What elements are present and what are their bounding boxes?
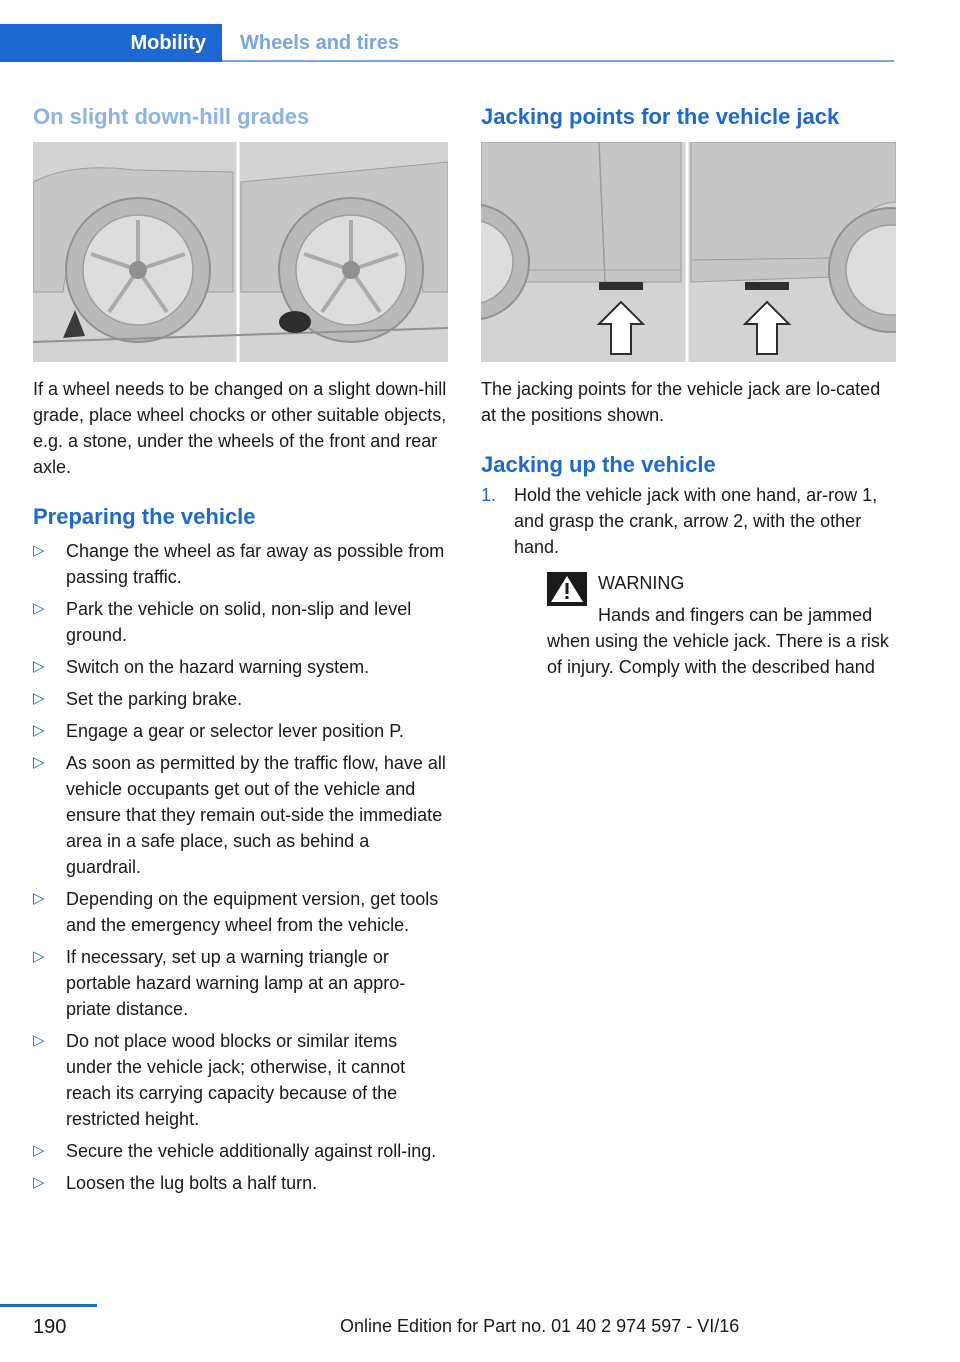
- jacking-points-paragraph: The jacking points for the vehicle jack are lo-cated at the positions shown.: [481, 379, 881, 425]
- page-number: 190: [33, 1316, 67, 1338]
- list-item: ▷ Set the parking brake.: [33, 686, 448, 712]
- triangle-bullet-icon: ▷: [33, 1142, 45, 1159]
- warning-title: WARNING: [598, 573, 685, 593]
- warning-triangle-icon: [547, 572, 587, 606]
- figure-jacking-points: [481, 142, 896, 362]
- triangle-bullet-icon: ▷: [33, 722, 45, 739]
- wheel-chocks-illustration: [33, 142, 448, 362]
- list-item: ▷ Switch on the hazard warning system.: [33, 654, 448, 680]
- triangle-bullet-icon: ▷: [33, 948, 45, 965]
- section-tab-mobility[interactable]: Mobility: [0, 24, 222, 62]
- footer-rule: [0, 1304, 97, 1307]
- edition-note: Online Edition for Part no. 01 40 2 974 597 - VI/16: [340, 1316, 740, 1336]
- list-item: ▷ If necessary, set up a warning triangle or portable hazard warning lamp at an appro-priate distance.: [33, 944, 448, 1022]
- header-rule: [222, 60, 894, 62]
- down-hill-paragraph: If a wheel needs to be changed on a slight down-hill grade, place wheel chocks or other suitable objects, e.g. a stone, under the wheels of the front and rear axle.: [33, 379, 447, 477]
- section-tab-wheels-and-tires[interactable]: Wheels and tires: [240, 31, 399, 54]
- triangle-bullet-icon: ▷: [33, 690, 45, 707]
- page-header: [0, 24, 960, 62]
- triangle-bullet-icon: ▷: [33, 754, 45, 771]
- heading-preparing-vehicle: Preparing the vehicle: [33, 504, 256, 529]
- list-item: [481, 482, 896, 680]
- triangle-bullet-icon: ▷: [33, 542, 45, 559]
- triangle-bullet-icon: ▷: [33, 1032, 45, 1049]
- step-number: 1.: [481, 485, 497, 505]
- list-item: ▷ Change the wheel as far away as possible from passing traffic.: [33, 538, 448, 590]
- warning-text: Hands and fingers can be jammed when using the vehicle jack. There is a risk of injury. Comply with the described hand: [547, 605, 889, 677]
- heading-jacking-points: Jacking points for the vehicle jack: [481, 104, 840, 129]
- triangle-bullet-icon: ▷: [33, 600, 45, 617]
- list-item: ▷ Secure the vehicle additionally against roll-ing.: [33, 1138, 448, 1164]
- heading-jacking-up: Jacking up the vehicle: [481, 452, 716, 477]
- figure-wheel-chocks: [33, 142, 448, 362]
- list-item: ▷ Do not place wood blocks or similar items under the vehicle jack; otherwise, it cannot reach its carrying capacity because of the restricted height.: [33, 1028, 448, 1132]
- triangle-bullet-icon: ▷: [33, 1174, 45, 1191]
- triangle-bullet-icon: ▷: [33, 890, 45, 907]
- triangle-bullet-icon: ▷: [33, 658, 45, 675]
- list-item: ▷ As soon as permitted by the traffic flow, have all vehicle occupants get out of the vehicle and ensure that they remain out-side the immediate area in a safe place, such as behind a guardrail.: [33, 750, 448, 880]
- jacking-steps-list: [481, 482, 896, 680]
- jacking-points-illustration: [481, 142, 896, 362]
- heading-down-hill-grades: On slight down-hill grades: [33, 104, 310, 129]
- list-item: ▷ Engage a gear or selector lever position P.: [33, 718, 448, 744]
- list-item: ▷ Park the vehicle on solid, non-slip and level ground.: [33, 596, 448, 648]
- list-item: ▷ Depending on the equipment version, get tools and the emergency wheel from the vehicle.: [33, 886, 448, 938]
- step-text: Hold the vehicle jack with one hand, ar-row 1, and grasp the crank, arrow 2, with the other hand.: [514, 485, 878, 557]
- preparation-list: [33, 538, 448, 1196]
- left-column: [33, 100, 448, 1202]
- warning-block: [547, 570, 896, 680]
- right-column: [481, 100, 896, 680]
- list-item: ▷ Loosen the lug bolts a half turn.: [33, 1170, 448, 1196]
